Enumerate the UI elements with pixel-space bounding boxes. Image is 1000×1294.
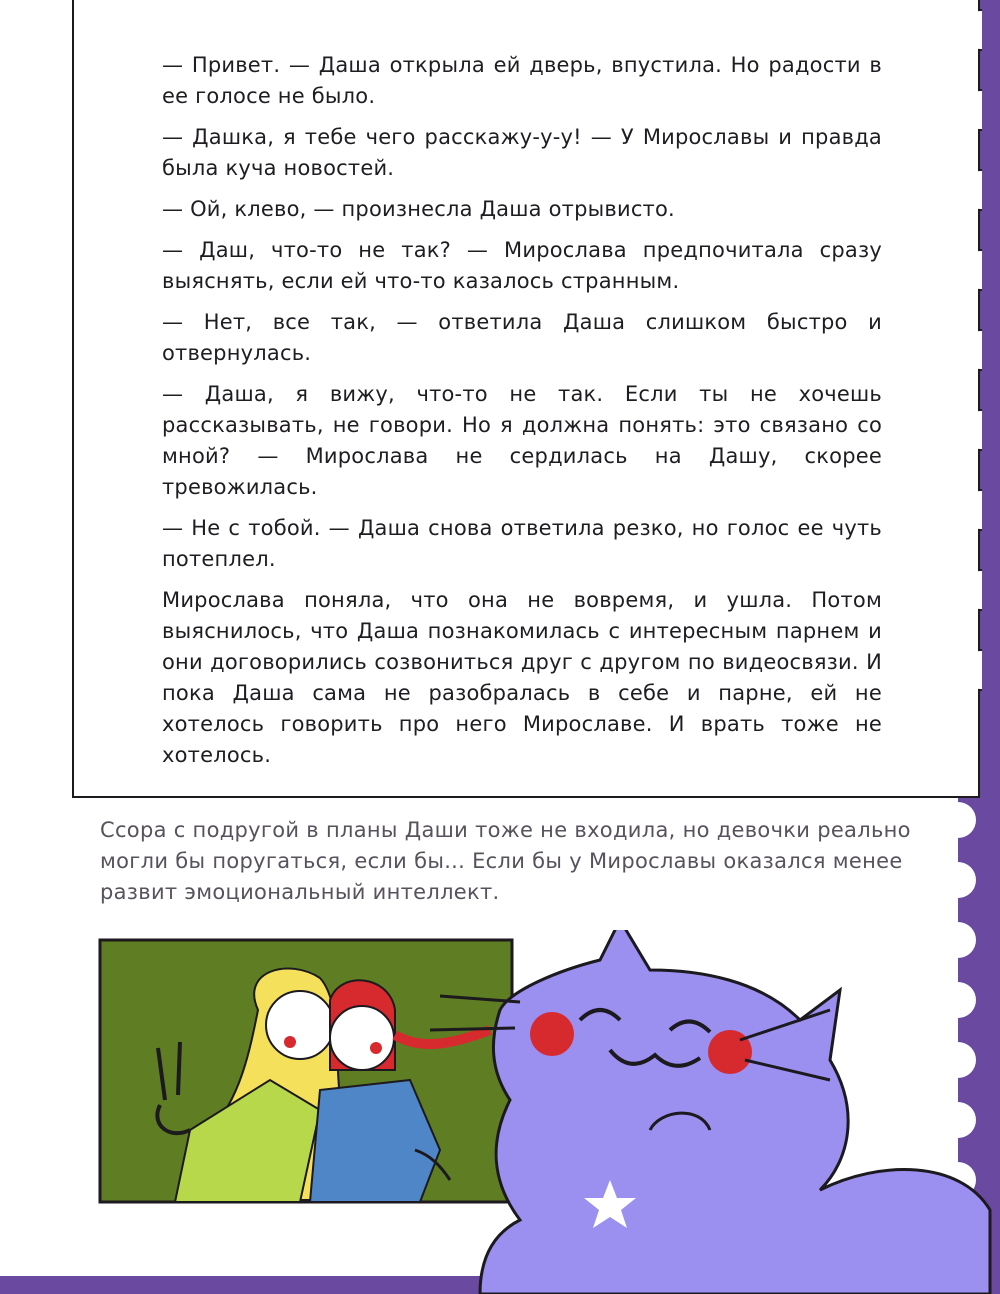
left-white-margin: [0, 0, 72, 790]
story-paragraph: — Привет. — Даша открыла ей дверь, впустила. Но радости в ее голосе не было.: [162, 53, 882, 108]
story-paragraph: Мирослава поняла, что она не вовремя, и ушла. Потом выяснилось, что Даша познакомилась с интересным парнем и они договорились созвониться друг с другом по видеосвязи. И пока Даша сама не разобралась в себе и парне, ей не хотелось говорить про него Мирославе. И врать тоже не хотелось.: [162, 588, 882, 767]
story-paragraph: — Ой, клево, — произнесла Даша отрывисто.: [162, 197, 675, 221]
story-paragraph: — Даш, что-то не так? — Мирослава предпочитала сразу выяснять, если ей что-то казалось странным.: [162, 238, 882, 293]
story-paragraph: — Даша, я вижу, что-то не так. Если ты не хочешь рассказывать, не говори. Но я должна понять: это связано со мной? — Мирослава не сердилась на Дашу, скорее тревожилась.: [162, 382, 882, 499]
story-text: [162, 50, 882, 781]
illustration: [0, 930, 1000, 1294]
cat-illustration-icon: [430, 930, 990, 1294]
outro-paragraph: Ссора с подругой в планы Даши тоже не входила, но девочки реально могли бы поругаться, если бы... Если бы у Мирославы оказался менее развит эмоциональный интеллект.: [100, 818, 911, 904]
outro-text: [100, 815, 920, 908]
story-paragraph: — Не с тобой. — Даша снова ответила резко, но голос ее чуть потеплел.: [162, 516, 882, 571]
girls-illustration-icon: [100, 940, 512, 1202]
story-paragraph: — Нет, все так, — ответила Даша слишком быстро и отвернулась.: [162, 310, 882, 365]
story-paragraph: — Дашка, я тебе чего расскажу-у-у! — У Мирославы и правда была куча новостей.: [162, 125, 882, 180]
